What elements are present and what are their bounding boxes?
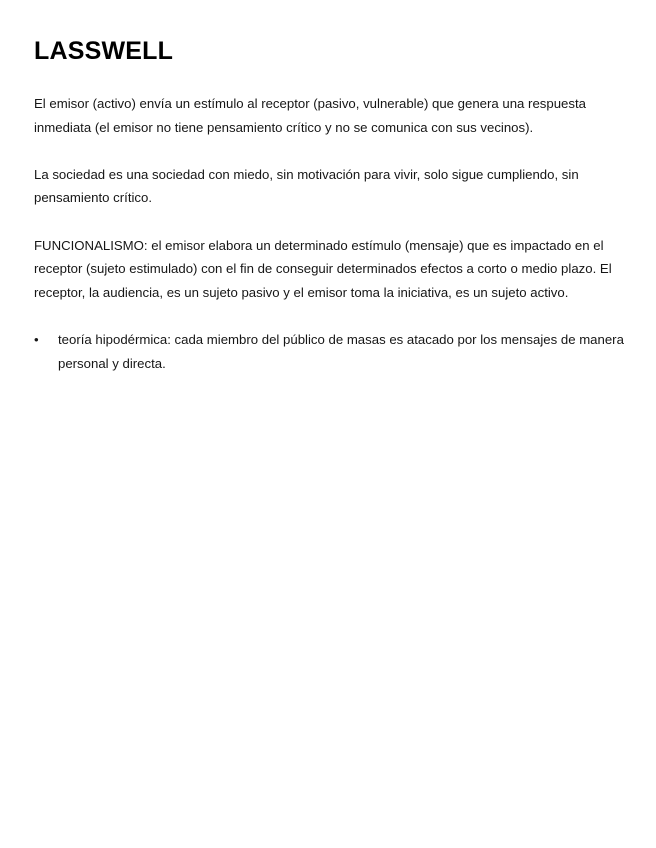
bullet-text-teoria-hipodermica: teoría hipodérmica: cada miembro del público de masas es atacado por los mensajes de manera personal y directa. <box>58 331 624 371</box>
paragraph-sociedad: La sociedad es una sociedad con miedo, sin motivación para vivir, solo sigue cumpliendo, sin pensamiento crítico. <box>34 166 579 206</box>
paragraph-emisor-receptor: El emisor (activo) envía un estímulo al receptor (pasivo, vulnerable) que genera una respuesta inmediata (el emisor no tiene pensamiento crítico y no se comunica con sus vecinos). <box>34 96 586 135</box>
bullet-icon: • <box>34 331 39 347</box>
bullet-list <box>34 328 624 375</box>
list-item <box>34 328 624 375</box>
paragraph-funcionalismo: FUNCIONALISMO: el emisor elabora un determinado estímulo (mensaje) que es impactado en el receptor (sujeto estimulado) con el fin de conseguir determinados efectos a corto o medio plazo. El receptor, la audiencia, es un sujeto pasivo y el emisor toma la iniciativa, es un sujeto activo. <box>34 237 612 300</box>
document-page <box>34 34 624 375</box>
document-title: LASSWELL <box>34 37 174 65</box>
